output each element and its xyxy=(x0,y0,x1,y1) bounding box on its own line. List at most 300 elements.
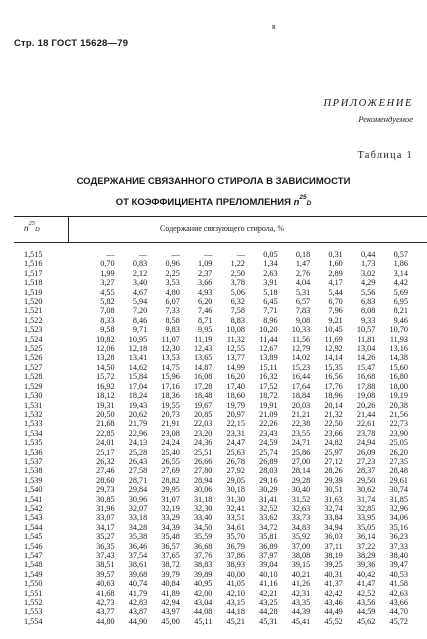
styrene-value-cell: 36,57 xyxy=(161,541,180,551)
refractive-index-cell: 1,529 xyxy=(24,381,43,391)
styrene-value-cell: 41,37 xyxy=(324,579,343,589)
refractive-index-cell: 1,536 xyxy=(24,447,43,457)
styrene-value-cell: 35,59 xyxy=(193,532,213,542)
styrene-value-cell: 29,39 xyxy=(324,475,343,485)
styrene-value-cell: 41,47 xyxy=(356,579,376,589)
table-top-rule xyxy=(14,216,427,217)
refractive-index-cell: 1,532 xyxy=(24,409,43,419)
styrene-value-cell: 11,93 xyxy=(389,334,408,344)
styrene-value-cell: — xyxy=(106,250,115,259)
styrene-value-cell: 37,33 xyxy=(389,541,408,551)
styrene-value-cell: 31,74 xyxy=(356,494,376,504)
styrene-value-cell: 37,00 xyxy=(291,541,311,551)
styrene-value-cell: 15,96 xyxy=(161,372,180,382)
styrene-value-cell: 1,86 xyxy=(393,259,408,269)
refractive-index-cell: 1,521 xyxy=(24,306,43,316)
styrene-value-cell: 34,39 xyxy=(161,522,180,532)
styrene-value-cell: 20,38 xyxy=(389,400,408,410)
styrene-value-cell: 37,76 xyxy=(193,551,213,560)
styrene-value-cell: 8,71 xyxy=(198,315,213,325)
styrene-value-cell: 11,07 xyxy=(161,334,180,344)
styrene-value-cell: 29,95 xyxy=(161,485,180,495)
styrene-value-cell: 21,44 xyxy=(356,409,376,419)
styrene-value-cell: 6,45 xyxy=(263,297,278,307)
styrene-value-cell: 27,23 xyxy=(356,456,376,466)
styrene-value-cell: 42,73 xyxy=(96,598,115,608)
table-title-line2-text: ОТ КОЭФФИЦИЕНТА ПРЕЛОМЛЕНИЯ xyxy=(115,197,291,209)
appendix-title: ПРИЛОЖЕНИЕ xyxy=(323,98,413,109)
table-row xyxy=(14,457,408,466)
styrene-value-cell: 28,14 xyxy=(291,466,311,476)
styrene-value-cell: 16,44 xyxy=(291,372,311,382)
styrene-value-cell: 38,29 xyxy=(356,551,376,560)
styrene-value-cell: 25,97 xyxy=(324,447,343,457)
styrene-value-cell: 7,96 xyxy=(328,306,343,316)
styrene-value-cell: 7,46 xyxy=(198,306,213,316)
styrene-value-cell: 8,58 xyxy=(165,315,180,325)
styrene-value-cell: 25,40 xyxy=(161,447,180,457)
styrene-value-cell: 16,80 xyxy=(389,372,408,382)
styrene-value-cell: 4,17 xyxy=(328,278,343,288)
styrene-value-cell: 25,51 xyxy=(193,447,213,457)
page-header: Стр. 18 ГОСТ 15628—79 xyxy=(14,38,129,49)
table-row xyxy=(14,504,408,513)
refractive-index-cell: 1,533 xyxy=(24,419,43,429)
styrene-value-cell: 32,52 xyxy=(259,503,278,513)
styrene-value-cell: 45,31 xyxy=(259,616,278,626)
styrene-value-cell: 5,82 xyxy=(100,297,115,307)
styrene-value-cell: 37,65 xyxy=(161,551,180,560)
styrene-value-cell: 38,83 xyxy=(193,560,213,570)
styrene-value-cell: 41,79 xyxy=(128,588,148,598)
styrene-value-cell: 31,30 xyxy=(226,494,245,504)
table-row xyxy=(14,589,408,598)
styrene-value-cell: 39,04 xyxy=(259,560,278,570)
styrene-value-cell: 22,73 xyxy=(389,419,408,429)
styrene-value-cell: 40,00 xyxy=(226,569,245,579)
column-header-n: $n^{25}D$ xyxy=(24,220,40,233)
styrene-value-cell: 29,73 xyxy=(96,485,115,495)
styrene-value-cell: 10,20 xyxy=(259,325,278,335)
styrene-value-cell: 37,11 xyxy=(324,541,343,551)
styrene-value-cell: 29,05 xyxy=(226,475,245,485)
styrene-value-cell: 2,63 xyxy=(263,268,278,278)
styrene-value-cell: 4,04 xyxy=(295,278,311,288)
styrene-value-cell: 27,46 xyxy=(96,466,115,476)
styrene-value-cell: 3,53 xyxy=(165,278,180,288)
styrene-value-cell: 5,56 xyxy=(361,287,376,297)
styrene-value-cell: 11,56 xyxy=(292,334,311,344)
styrene-value-cell: 5,31 xyxy=(295,287,311,297)
styrene-value-cell: 18,24 xyxy=(128,391,148,401)
styrene-value-cell: 13,16 xyxy=(389,344,408,354)
styrene-value-cell: 32,85 xyxy=(356,503,376,513)
table-row xyxy=(14,344,408,353)
styrene-value-cell: 7,83 xyxy=(295,306,311,316)
styrene-value-cell: 22,26 xyxy=(259,419,278,429)
styrene-value-cell: 5,69 xyxy=(393,287,408,297)
styrene-value-cell: 28,94 xyxy=(193,475,213,485)
table-row xyxy=(14,551,408,560)
styrene-value-cell: 10,33 xyxy=(291,325,311,335)
styrene-value-cell: 36,35 xyxy=(96,541,115,551)
styrene-value-cell: 19,67 xyxy=(193,400,213,410)
styrene-value-cell: 34,72 xyxy=(259,522,278,532)
styrene-value-cell: 5,94 xyxy=(132,297,148,307)
styrene-value-cell: 30,62 xyxy=(356,485,376,495)
refractive-index-cell: 1,516 xyxy=(24,259,43,269)
styrene-value-cell: 9,21 xyxy=(328,315,343,325)
styrene-value-cell: 15,72 xyxy=(96,372,115,382)
styrene-value-cell: 10,95 xyxy=(128,334,148,344)
styrene-value-cell: 33,62 xyxy=(259,513,278,523)
styrene-value-cell: 11,44 xyxy=(259,334,278,344)
styrene-value-cell: 19,31 xyxy=(96,400,115,410)
styrene-value-cell: 19,19 xyxy=(389,391,408,401)
styrene-value-cell: 30,74 xyxy=(389,485,408,495)
styrene-value-cell: 12,92 xyxy=(324,344,343,354)
styrene-value-cell: 17,16 xyxy=(161,381,180,391)
table-row xyxy=(14,372,408,381)
stray-mark: ʀ xyxy=(272,22,276,31)
styrene-value-cell: 33,29 xyxy=(161,513,180,523)
styrene-value-cell: 4,67 xyxy=(132,287,148,297)
styrene-value-cell: 31,07 xyxy=(161,494,180,504)
styrene-value-cell: 10,45 xyxy=(324,325,343,335)
styrene-value-cell: 23,31 xyxy=(226,428,245,438)
styrene-value-cell: 42,00 xyxy=(193,588,213,598)
styrene-value-cell: 20,97 xyxy=(226,409,245,419)
styrene-value-cell: 3,14 xyxy=(393,268,408,278)
styrene-value-cell: 4,42 xyxy=(393,278,408,288)
styrene-value-cell: 23,90 xyxy=(389,428,408,438)
styrene-value-cell: 39,15 xyxy=(291,560,311,570)
styrene-value-cell: 26,78 xyxy=(226,456,245,466)
styrene-value-cell: 36,14 xyxy=(356,532,376,542)
styrene-value-cell: 26,20 xyxy=(389,447,408,457)
table-row xyxy=(14,259,408,268)
styrene-value-cell: 2,12 xyxy=(132,268,148,278)
styrene-value-cell: 7,33 xyxy=(165,306,180,316)
styrene-value-cell: 43,97 xyxy=(161,607,180,617)
styrene-value-cell: 17,88 xyxy=(356,381,376,391)
styrene-value-cell: 26,43 xyxy=(128,456,148,466)
styrene-value-cell: 42,52 xyxy=(356,588,376,598)
styrene-value-cell: 25,28 xyxy=(128,447,148,457)
styrene-value-cell: 22,50 xyxy=(324,419,343,429)
styrene-value-cell: 24,59 xyxy=(259,438,278,448)
styrene-value-cell: 40,21 xyxy=(291,569,311,579)
table-row xyxy=(14,269,408,278)
styrene-value-cell: 41,26 xyxy=(291,579,311,589)
styrene-value-cell: 3,78 xyxy=(230,278,245,288)
styrene-value-cell: 33,84 xyxy=(324,513,343,523)
table-row xyxy=(14,353,408,362)
styrene-value-cell: 14,26 xyxy=(356,353,376,363)
styrene-value-cell: 43,66 xyxy=(389,598,408,608)
styrene-value-cell: 34,50 xyxy=(193,522,213,532)
styrene-value-cell: 42,83 xyxy=(128,598,148,608)
styrene-value-cell: 38,93 xyxy=(226,560,245,570)
styrene-value-cell: 23,43 xyxy=(259,428,278,438)
refractive-index-cell: 1,537 xyxy=(24,456,43,466)
styrene-value-cell: 45,21 xyxy=(226,616,245,626)
table-row xyxy=(14,306,408,315)
styrene-value-cell: 23,55 xyxy=(291,428,311,438)
styrene-value-cell: 14,87 xyxy=(193,362,213,372)
styrene-value-cell: 24,36 xyxy=(193,438,213,448)
styrene-value-cell: 24,47 xyxy=(226,438,245,448)
styrene-value-cell: 28,82 xyxy=(161,475,180,485)
styrene-value-cell: 5,06 xyxy=(230,287,245,297)
styrene-value-cell: 15,11 xyxy=(259,362,278,372)
styrene-value-cell: 39,57 xyxy=(96,569,115,579)
styrene-value-cell: 36,23 xyxy=(389,532,408,542)
styrene-value-cell: 0,18 xyxy=(295,250,311,259)
styrene-value-cell: 4,29 xyxy=(361,278,376,288)
styrene-value-cell: 0,44 xyxy=(361,250,376,259)
styrene-value-cell: 18,12 xyxy=(96,391,115,401)
styrene-value-cell: 45,41 xyxy=(291,616,311,626)
styrene-value-cell: 11,69 xyxy=(324,334,343,344)
table-row xyxy=(14,513,408,522)
styrene-value-cell: 27,92 xyxy=(226,466,245,476)
table-label: Таблица 1 xyxy=(357,150,413,161)
refractive-index-cell: 1,552 xyxy=(24,598,43,608)
refractive-index-cell: 1,528 xyxy=(24,372,43,382)
styrene-value-cell: 35,92 xyxy=(291,532,311,542)
styrene-value-cell: 43,46 xyxy=(324,598,343,608)
column-header-content: Содержание связующего стирола, % xyxy=(160,224,285,233)
styrene-value-cell: 20,85 xyxy=(193,409,213,419)
styrene-value-cell: 30,06 xyxy=(193,485,213,495)
refractive-index-cell: 1,547 xyxy=(24,551,43,560)
styrene-value-cell: 22,38 xyxy=(291,419,311,429)
styrene-value-cell: 43,25 xyxy=(259,598,278,608)
styrene-value-cell: 19,08 xyxy=(356,391,376,401)
styrene-value-cell: 22,15 xyxy=(226,419,245,429)
styrene-value-cell: 34,83 xyxy=(291,522,311,532)
styrene-value-cell: 32,07 xyxy=(128,503,148,513)
table-row xyxy=(14,560,408,569)
styrene-value-cell: 21,68 xyxy=(96,419,115,429)
styrene-value-cell: 9,46 xyxy=(393,315,408,325)
table-row xyxy=(14,607,408,616)
styrene-value-cell: 12,30 xyxy=(161,344,180,354)
styrene-value-cell: 20,14 xyxy=(324,400,343,410)
refractive-index-cell: 1,540 xyxy=(24,485,43,495)
styrene-value-cell: 38,51 xyxy=(96,560,115,570)
styrene-value-cell: 40,42 xyxy=(356,569,376,579)
styrene-value-cell: 36,79 xyxy=(226,541,245,551)
table-row xyxy=(14,542,408,551)
refractive-index-cell: 1,546 xyxy=(24,541,43,551)
styrene-value-cell: — xyxy=(139,250,148,259)
styrene-value-cell: 31,41 xyxy=(259,494,278,504)
table-row xyxy=(14,382,408,391)
styrene-value-cell: 2,37 xyxy=(198,268,213,278)
styrene-value-cell: 17,64 xyxy=(291,381,311,391)
table-row xyxy=(14,466,408,475)
styrene-value-cell: 12,79 xyxy=(291,344,311,354)
styrene-value-cell: 17,76 xyxy=(324,381,343,391)
styrene-value-cell: 13,41 xyxy=(128,353,148,363)
refractive-index-cell: 1,542 xyxy=(24,503,43,513)
table-row xyxy=(14,316,408,325)
styrene-value-cell: 33,40 xyxy=(193,513,213,523)
styrene-value-cell: 10,70 xyxy=(389,325,408,335)
styrene-value-cell: 31,18 xyxy=(193,494,213,504)
styrene-value-cell: 39,47 xyxy=(389,560,408,570)
styrene-value-cell: 34,28 xyxy=(128,522,148,532)
styrene-value-cell: 43,15 xyxy=(226,598,245,608)
table-row xyxy=(14,410,408,419)
styrene-value-cell: 0,57 xyxy=(393,250,408,259)
refractive-index-cell: 1,523 xyxy=(24,325,43,335)
styrene-value-cell: 38,61 xyxy=(128,560,148,570)
styrene-value-cell: 17,28 xyxy=(193,381,213,391)
styrene-value-cell: 43,04 xyxy=(193,598,213,608)
styrene-value-cell: 26,09 xyxy=(356,447,376,457)
table-row xyxy=(14,335,408,344)
refractive-index-cell: 1,526 xyxy=(24,353,43,363)
styrene-value-cell: 33,95 xyxy=(356,513,376,523)
table-row xyxy=(14,579,408,588)
styrene-value-cell: 9,83 xyxy=(165,325,180,335)
styrene-value-cell: 14,62 xyxy=(128,362,148,372)
refractive-index-cell: 1,551 xyxy=(24,588,43,598)
table-row xyxy=(14,523,408,532)
styrene-value-cell: 9,33 xyxy=(361,315,376,325)
styrene-value-cell: 36,89 xyxy=(259,541,278,551)
table-row xyxy=(14,598,408,607)
styrene-value-cell: 4,55 xyxy=(100,287,115,297)
table-row xyxy=(14,391,408,400)
styrene-value-cell: 0,96 xyxy=(165,259,180,269)
styrene-value-cell: 28,03 xyxy=(259,466,278,476)
styrene-value-cell: 39,68 xyxy=(128,569,148,579)
table-row xyxy=(14,250,408,259)
styrene-value-cell: 26,55 xyxy=(161,456,180,466)
styrene-value-cell: 40,74 xyxy=(128,579,148,589)
appendix-subtitle: Рекомендуемое xyxy=(358,114,413,124)
styrene-value-cell: 6,95 xyxy=(393,297,408,307)
styrene-value-cell: 1,73 xyxy=(361,259,376,269)
styrene-value-cell: 44,59 xyxy=(356,607,376,617)
styrene-value-cell: 42,10 xyxy=(226,588,245,598)
styrene-value-cell: 2,89 xyxy=(328,268,343,278)
styrene-value-cell: 30,40 xyxy=(291,485,311,495)
styrene-value-cell: 6,70 xyxy=(328,297,343,307)
styrene-value-cell: 14,50 xyxy=(96,362,115,372)
styrene-value-cell: 17,40 xyxy=(226,381,245,391)
styrene-value-cell: 35,27 xyxy=(96,532,115,542)
styrene-value-cell: 0,83 xyxy=(132,259,148,269)
styrene-value-cell: 28,37 xyxy=(356,466,376,476)
styrene-value-cell: 21,21 xyxy=(291,409,311,419)
styrene-value-cell: 29,16 xyxy=(259,475,278,485)
refractive-index-cell: 1,535 xyxy=(24,438,43,448)
styrene-value-cell: 30,96 xyxy=(128,494,148,504)
styrene-value-cell: 9,58 xyxy=(100,325,115,335)
refractive-index-cell: 1,544 xyxy=(24,522,43,532)
refractive-index-cell: 1,530 xyxy=(24,391,43,401)
styrene-value-cell: 44,39 xyxy=(291,607,311,617)
styrene-value-cell: 14,14 xyxy=(324,353,343,363)
refractive-index-symbol: $n^{25}D$ xyxy=(293,194,312,209)
styrene-value-cell: 41,58 xyxy=(389,579,408,589)
styrene-value-cell: 16,20 xyxy=(226,372,245,382)
styrene-value-cell: 37,43 xyxy=(96,551,115,560)
styrene-value-cell: 14,75 xyxy=(161,362,180,372)
styrene-value-cell: 42,42 xyxy=(324,588,343,598)
styrene-value-cell: 12,18 xyxy=(128,344,148,354)
refractive-index-cell: 1,527 xyxy=(24,362,43,372)
styrene-value-cell: 20,62 xyxy=(128,409,148,419)
styrene-value-cell: 3,27 xyxy=(100,278,115,288)
styrene-value-cell: 23,20 xyxy=(193,428,213,438)
refractive-index-cell: 1,524 xyxy=(24,334,43,344)
styrene-value-cell: 35,16 xyxy=(389,522,408,532)
styrene-value-cell: 5,44 xyxy=(328,287,343,297)
styrene-value-cell: 1,34 xyxy=(263,259,278,269)
styrene-value-cell: 43,87 xyxy=(128,607,148,617)
styrene-value-cell: 21,09 xyxy=(259,409,278,419)
refractive-index-cell: 1,553 xyxy=(24,607,43,617)
styrene-value-cell: 9,95 xyxy=(198,325,213,335)
styrene-value-cell: 38,72 xyxy=(161,560,180,570)
refractive-index-cell: 1,531 xyxy=(24,400,43,410)
styrene-value-cell: 1,47 xyxy=(295,259,311,269)
styrene-value-cell: 19,79 xyxy=(226,400,245,410)
styrene-value-cell: 24,82 xyxy=(324,438,343,448)
styrene-value-cell: 32,19 xyxy=(161,503,180,513)
styrene-value-cell: 24,24 xyxy=(161,438,180,448)
styrene-value-cell: 1,99 xyxy=(100,268,115,278)
styrene-value-cell: 11,32 xyxy=(226,334,245,344)
styrene-value-cell: 12,55 xyxy=(226,344,245,354)
refractive-index-cell: 1,539 xyxy=(24,475,43,485)
styrene-value-cell: 24,01 xyxy=(96,438,115,448)
styrene-value-cell: 15,84 xyxy=(128,372,148,382)
styrene-value-cell: 42,94 xyxy=(161,598,180,608)
table-row xyxy=(14,570,408,579)
styrene-value-cell: 34,17 xyxy=(96,522,115,532)
styrene-value-cell: 34,06 xyxy=(389,513,408,523)
styrene-value-cell: 11,19 xyxy=(194,334,213,344)
styrene-value-cell: 45,62 xyxy=(356,616,376,626)
styrene-value-cell: 3,02 xyxy=(361,268,376,278)
styrene-value-cell: 37,22 xyxy=(356,541,376,551)
styrene-value-cell: 39,89 xyxy=(193,569,213,579)
styrene-value-cell: 16,92 xyxy=(96,381,115,391)
styrene-value-cell: 6,32 xyxy=(230,297,245,307)
styrene-value-cell: 2,76 xyxy=(295,268,311,278)
styrene-value-cell: — xyxy=(204,250,213,259)
refractive-index-cell: 1,550 xyxy=(24,579,43,589)
styrene-value-cell: 21,79 xyxy=(128,419,148,429)
styrene-value-cell: 42,63 xyxy=(389,588,408,598)
styrene-value-cell: 13,04 xyxy=(356,344,376,354)
styrene-value-cell: 13,77 xyxy=(226,353,245,363)
styrene-value-cell: 34,94 xyxy=(324,522,343,532)
table-row xyxy=(14,297,408,306)
styrene-value-cell: 19,55 xyxy=(161,400,180,410)
styrene-value-cell: 0,70 xyxy=(100,259,115,269)
styrene-value-cell: 4,80 xyxy=(165,287,180,297)
styrene-value-cell: 2,25 xyxy=(165,268,180,278)
styrene-value-cell: 26,66 xyxy=(193,456,213,466)
